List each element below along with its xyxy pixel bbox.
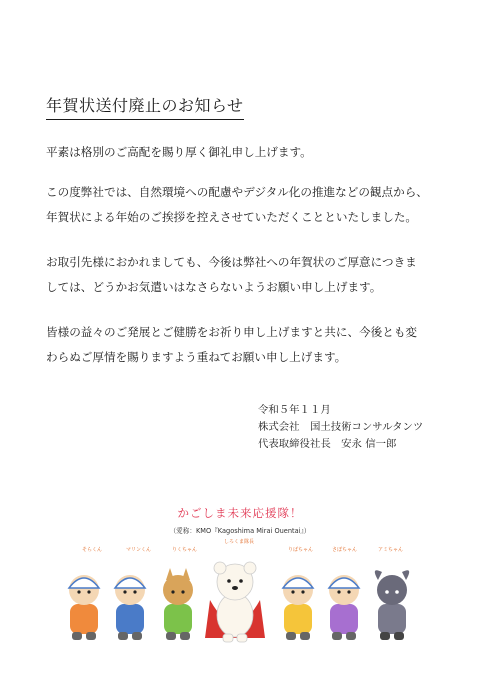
mascot-sabo bbox=[329, 575, 359, 640]
mascot-ami bbox=[375, 570, 409, 640]
paragraph-line: この度弊社では、自然環境への配慮やデジタル化の推進などの観点から、 bbox=[46, 185, 428, 199]
paragraph-line: 年賀状による年始のご挨拶を控えさせていただくことといたしました。 bbox=[46, 210, 418, 224]
paragraph-greeting bbox=[46, 140, 312, 165]
paragraph-line: 平素は格別のご高配を賜り厚く御礼申し上げます。 bbox=[46, 145, 312, 159]
signature-representative: 代表取締役社長 安永 信一郎 bbox=[258, 438, 397, 450]
mascot-marine bbox=[115, 575, 145, 640]
mascot-label-marine: マリンくん bbox=[126, 547, 152, 553]
campaign-title: かごしま未来応援隊！ bbox=[177, 506, 303, 520]
mascot-label-riku: りくちゃん bbox=[172, 547, 198, 553]
mascot-riku bbox=[163, 568, 193, 640]
mascot-group bbox=[60, 536, 430, 646]
paragraph-closing bbox=[46, 320, 417, 370]
mascot-riba bbox=[283, 575, 313, 640]
paragraph-announcement bbox=[46, 180, 428, 230]
campaign-subtitle: （愛称：KMO『Kagoshima Mirai Ouentai』） bbox=[169, 527, 311, 535]
notice-title: 年賀状送付廃止のお知らせ bbox=[46, 93, 244, 120]
mascot-label-shirokuma: しろくま隊長 bbox=[224, 539, 255, 545]
campaign-banner bbox=[0, 505, 480, 535]
paragraph-request bbox=[46, 250, 417, 300]
paragraph-line: しては、どうかお気遣いはなさらないようお願い申し上げます。 bbox=[46, 280, 382, 294]
paragraph-line: お取引先様におかれましても、今後は弊社への年賀状のご厚意につきま bbox=[46, 255, 417, 269]
mascot-label-sabo: さぼちゃん bbox=[332, 547, 358, 553]
mascot-label-sora: そらくん bbox=[82, 547, 103, 553]
mascot-label-riba: りばちゃん bbox=[288, 547, 314, 553]
signature-date: 令和５年１１月 bbox=[258, 404, 331, 416]
mascot-label-ami: アミちゃん bbox=[378, 547, 404, 553]
signature-company: 株式会社 国土技術コンサルタンツ bbox=[258, 421, 424, 433]
mascot-illustration bbox=[60, 550, 430, 646]
paragraph-line: わらぬご厚情を賜りますよう重ねてお願い申し上げます。 bbox=[46, 350, 347, 364]
mascot-shirokuma bbox=[205, 562, 265, 642]
signature-block bbox=[258, 402, 423, 453]
paragraph-line: 皆様の益々のご発展とご健勝をお祈り申し上げますと共に、今後とも変 bbox=[46, 325, 418, 339]
mascot-sora bbox=[69, 575, 99, 640]
